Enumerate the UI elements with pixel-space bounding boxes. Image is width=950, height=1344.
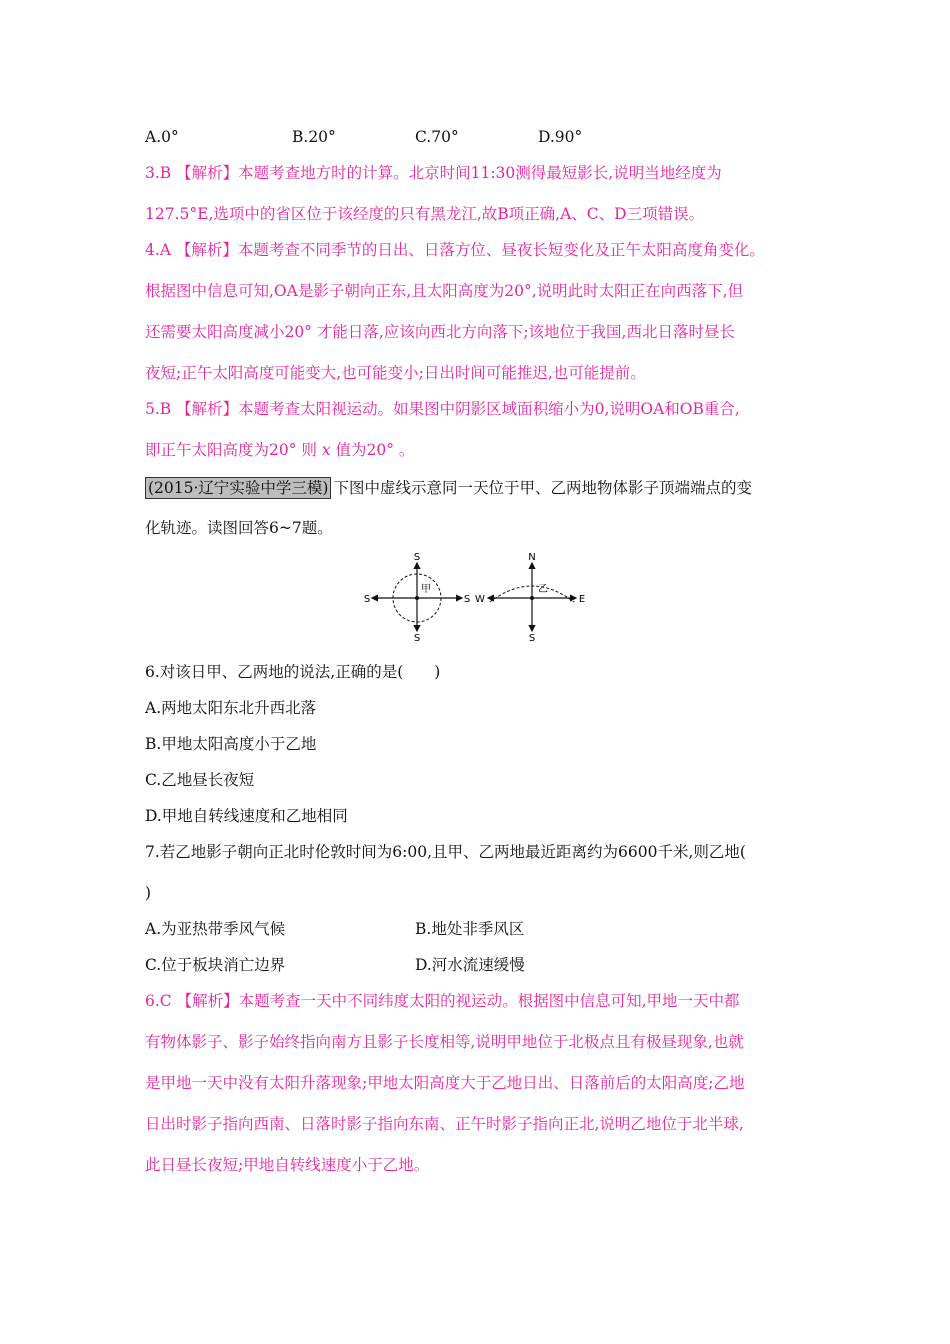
answer-5-text-b: 值为20° 。 (335, 441, 415, 459)
question-intro-line-1 (145, 477, 752, 499)
q6-option-a: A.两地太阳东北升西北落 (145, 699, 317, 717)
yi-label-left: W (475, 594, 485, 605)
q6-option-b: B.甲地太阳高度小于乙地 (145, 735, 317, 753)
q2-option-d: D.90° (538, 128, 583, 146)
answer-5-text-a: 即正午太阳高度为20° 则 (145, 441, 317, 459)
answer-5-line-2 (145, 440, 414, 460)
jia-label-right: S (463, 594, 471, 605)
yi-label-top: N (528, 552, 536, 563)
q6-option-d: D.甲地自转线速度和乙地相同 (145, 807, 348, 825)
jia-label-left: S (363, 594, 371, 605)
jia-label-bottom: S (413, 633, 421, 642)
q6-option-c: C.乙地昼长夜短 (145, 771, 255, 789)
intro-text-1: 下图中虚线示意同一天位于甲、乙两地物体影子顶端端点的变 (333, 479, 752, 497)
answer-6-line-5: 此日昼长夜短;甲地自转线速度小于乙地。 (145, 1156, 430, 1174)
q7-option-b: B.地处非季风区 (415, 920, 525, 938)
jia-name: 甲 (421, 584, 431, 595)
shadow-trajectory-diagram (360, 550, 595, 642)
answer-6-line-3: 是甲地一天中没有太阳升落现象;甲地太阳高度大于乙地日出、日落前后的太阳高度;乙地 (145, 1074, 745, 1092)
q2-option-a: A.0° (145, 128, 179, 146)
source-tag: (2015·辽宁实验中学三模) (145, 477, 331, 499)
q7-stem-line-2: ) (145, 884, 152, 902)
q7-option-a: A.为亚热带季风气候 (145, 920, 286, 938)
q7-stem-line-1: 7.若乙地影子朝向正北时伦敦时间为6:00,且甲、乙两地最近距离约为6600千米,则乙地( (145, 843, 746, 861)
q7-option-d: D.河水流速缓慢 (415, 956, 525, 974)
q6-stem: 6.对该日甲、乙两地的说法,正确的是( ) (145, 663, 441, 681)
answer-4-line-4: 夜短;正午太阳高度可能变大,也可能变小;日出时间可能推迟,也可能提前。 (145, 364, 646, 382)
answer-4-line-1: 4.A 【解析】本题考查不同季节的日出、日落方位、昼夜长短变化及正午太阳高度角变化。 (145, 241, 765, 259)
answer-3-line-2: 127.5°E,选项中的省区位于该经度的只有黑龙江,故B项正确,A、C、D三项错误。 (145, 205, 705, 223)
yi-name: 乙 (538, 584, 548, 595)
answer-4-line-3: 还需要太阳高度减小20° 才能日落,应该向西北方向落下;该地位于我国,西北日落时昼长 (145, 323, 735, 341)
answer-5-line-1: 5.B 【解析】本题考查太阳视运动。如果图中阴影区域面积缩小为0,说明OA和OB重合, (145, 400, 740, 418)
answer-5-variable: x (321, 441, 331, 459)
q2-option-c: C.70° (415, 128, 459, 146)
answer-4-line-2: 根据图中信息可知,OA是影子朝向正东,且太阳高度为20°,说明此时太阳正在向西落下,但 (145, 282, 744, 300)
question-intro-line-2: 化轨迹。读图回答6~7题。 (145, 519, 333, 537)
q2-option-b: B.20° (292, 128, 336, 146)
answer-3-line-1: 3.B 【解析】本题考查地方时的计算。北京时间11:30测得最短影长,说明当地经度为 (145, 164, 722, 182)
yi-label-bottom: S (528, 633, 536, 642)
jia-label-top: S (413, 552, 421, 563)
answer-6-line-4: 日出时影子指向西南、日落时影子指向东南、正午时影子指向正北,说明乙地位于北半球, (145, 1115, 744, 1133)
diagram-yi (475, 552, 585, 642)
q7-option-c: C.位于板块消亡边界 (145, 956, 286, 974)
answer-6-line-1: 6.C 【解析】本题考查一天中不同纬度太阳的视运动。根据图中信息可知,甲地一天中都 (145, 992, 740, 1010)
yi-label-right: E (578, 594, 586, 605)
diagram-jia (364, 552, 470, 642)
answer-6-line-2: 有物体影子、影子始终指向南方且影子长度相等,说明甲地位于北极点且有极昼现象,也就 (145, 1033, 744, 1051)
